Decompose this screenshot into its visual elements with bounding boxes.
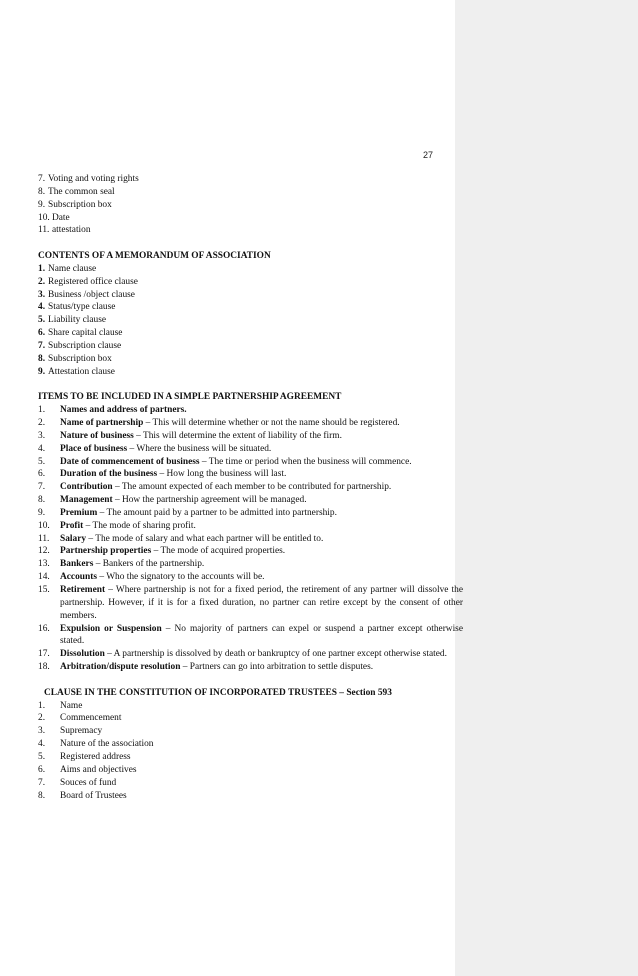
list-item: 7. Subscription clause: [38, 340, 122, 351]
list-item: 6. Duration of the business – How long the business will last.: [38, 469, 287, 480]
list-item: 3. Nature of business – This will determine the extent of liability of the firm.: [38, 430, 342, 441]
list-item: 7. Souces of fund: [38, 777, 117, 788]
list-item: 13. Bankers – Bankers of the partnership.: [38, 559, 205, 570]
list-item: 1. Name: [38, 700, 83, 711]
trustees-heading: CLAUSE IN THE CONSTITUTION OF INCORPORATED TRUSTEES – Section 593: [44, 687, 392, 698]
list-item: 2. Registered office clause: [38, 276, 138, 287]
list-item: 5. Liability clause: [38, 315, 107, 326]
list-item: 1. Names and address of partners.: [38, 405, 187, 416]
page-number: 27: [423, 150, 434, 160]
comment-pane: [455, 0, 638, 976]
document-body: [38, 173, 463, 802]
list-item: 10. Profit – The mode of sharing profit.: [38, 520, 196, 531]
list-item: 3. Business /object clause: [38, 289, 135, 300]
list-item: 6. Share capital clause: [38, 328, 123, 339]
list-item: 2. Name of partnership – This will determine whether or not the name should be registered.: [38, 418, 400, 429]
list-item: 7. Voting and voting rights: [38, 174, 139, 184]
list-item: 6. Aims and objectives: [38, 764, 137, 775]
list-item: 14. Accounts – Who the signatory to the accounts will be.: [38, 572, 265, 583]
list-item: 12. Partnership properties – The mode of acquired properties.: [38, 546, 286, 557]
list-item: 15. Retirement – Where partnership is not for a fixed period, the retirement of any partner will dissolve the partnership. However, if it is for a fixed duration, no partner can retire except by the consent of other members.: [38, 585, 463, 621]
list-item: 8. Board of Trustees: [38, 790, 127, 801]
list-item: 10. Date: [38, 212, 70, 223]
list-item: 16. Expulsion or Suspension – No majority of partners can expel or suspend a partner except otherwise stated.: [38, 623, 463, 647]
list-item: 11. Salary – The mode of salary and what each partner will be entitled to.: [38, 533, 324, 544]
list-item: 5. Date of commencement of business – The time or period when the business will commence.: [38, 456, 412, 467]
list-item: 1. Name clause: [38, 263, 97, 274]
list-item: 17. Dissolution – A partnership is dissolved by death or bankruptcy of one partner except otherwise stated.: [38, 649, 447, 660]
list-item: 7. Contribution – The amount expected of each member to be contributed for partnership.: [38, 482, 392, 493]
list-item: 18. Arbitration/dispute resolution – Partners can go into arbitration to settle disputes.: [38, 662, 374, 673]
trustees-section: [38, 687, 463, 803]
list-item: 9. Premium – The amount paid by a partner to be admitted into partnership.: [38, 507, 337, 518]
list-item: 4. Place of business – Where the business will be situated.: [38, 443, 272, 454]
list-item: 9. Attestation clause: [38, 366, 115, 377]
list-item: 5. Registered address: [38, 751, 131, 762]
partnership-heading: ITEMS TO BE INCLUDED IN A SIMPLE PARTNERSHIP AGREEMENT: [38, 392, 342, 403]
memorandum-section: [38, 250, 463, 378]
list-item: 4. Status/type clause: [38, 302, 116, 313]
list-item: 2. Commencement: [38, 713, 122, 724]
list-continued: [38, 173, 463, 237]
list-item: 8. Management – How the partnership agreement will be managed.: [38, 495, 307, 506]
list-item: 8. Subscription box: [38, 353, 112, 364]
list-item: 11. attestation: [38, 225, 91, 236]
list-item: 9. Subscription box: [38, 199, 112, 210]
list-item: 8. The common seal: [38, 186, 115, 197]
partnership-section: [38, 391, 463, 674]
list-item: 4. Nature of the association: [38, 739, 154, 750]
list-item: 3. Supremacy: [38, 726, 103, 737]
memorandum-heading: CONTENTS OF A MEMORANDUM OF ASSOCIATION: [38, 251, 271, 262]
